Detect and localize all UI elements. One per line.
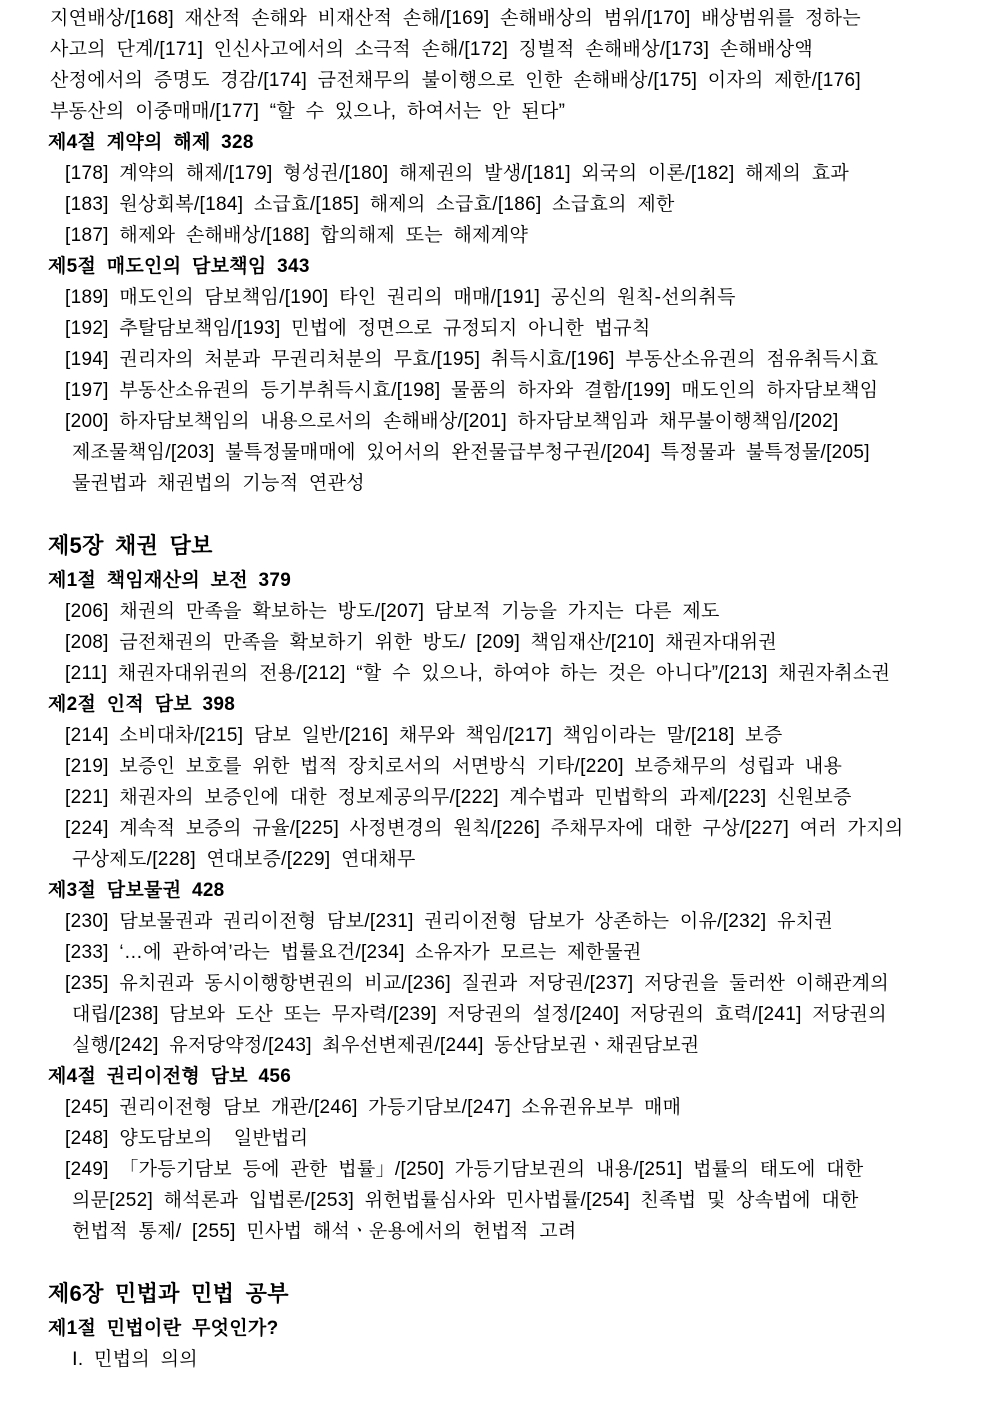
toc-line-wrap: 대립/[238] 담보와 도산 또는 무자력/[239] 저당권의 설정/[240] 저당권의 효력/[241] 저당권의	[72, 1004, 887, 1025]
toc-line-item: [245] 권리이전형 담보 개관/[246] 가등기담보/[247] 소유권유보부 매매	[65, 1097, 682, 1118]
toc-line-wrap: 구상제도/[228] 연대보증/[229] 연대채무	[72, 849, 416, 870]
toc-line-item: [211] 채권자대위권의 전용/[212] “할 수 있으나, 하여야 하는 것은 아니다”/[213] 채권자취소권	[65, 663, 891, 684]
toc-line-item: [235] 유치권과 동시이행항변권의 비교/[236] 질권과 저당권/[237] 저당권을 둘러싼 이해관계의	[65, 973, 889, 994]
toc-line-item: [183] 원상회복/[184] 소급효/[185] 해제의 소급효/[186] 소급효의 제한	[65, 194, 675, 215]
toc-line-item: [192] 추탈담보책임/[193] 민법에 정면으로 규정되지 아니한 법규칙	[65, 318, 651, 339]
toc-line-item: [189] 매도인의 담보책임/[190] 타인 권리의 매매/[191] 공신의 원칙-선의취득	[65, 287, 736, 308]
toc-line-section: 제1절 책임재산의 보전 379	[48, 570, 292, 591]
toc-line-wrap: 의문[252] 해석론과 입법론/[253] 위헌법률심사와 민사법률/[254] 친족법 및 상속법에 대한	[72, 1190, 859, 1211]
toc-line-chapter: 제5장 채권 담보	[48, 533, 213, 558]
toc-line-roman: Ⅰ. 민법의 의의	[72, 1349, 198, 1370]
toc-line-item: [178] 계약의 해제/[179] 형성권/[180] 해제권의 발생/[181] 외국의 이론/[182] 해제의 효과	[65, 163, 850, 184]
toc-line-item: [197] 부동산소유권의 등기부취득시효/[198] 물품의 하자와 결함/[199] 매도인의 하자담보책임	[65, 380, 879, 401]
toc-line-item: [208] 금전채권의 만족을 확보하기 위한 방도/ [209] 책임재산/[210] 채권자대위권	[65, 632, 778, 653]
toc-line-wrap: 물권법과 채권법의 기능적 연관성	[72, 473, 365, 494]
toc-line-section: 제5절 매도인의 담보책임 343	[48, 256, 310, 277]
toc-line-item: [233] ‘…에 관하여’라는 법률요건/[234] 소유자가 모르는 제한물권	[65, 942, 642, 963]
toc-line-item: [249] 「가등기담보 등에 관한 법률」/[250] 가등기담보권의 내용/[251] 법률의 태도에 대한	[65, 1159, 864, 1180]
table-of-contents	[48, 3, 952, 1375]
toc-line-wrap: 제조물책임/[203] 불특정물매매에 있어서의 완전물급부청구권/[204] 특정물과 불특정물/[205]	[72, 442, 870, 463]
toc-line-item: [221] 채권자의 보증인에 대한 정보제공의무/[222] 계수법과 민법학의 과제/[223] 신원보증	[65, 787, 852, 808]
toc-line-section: 제4절 계약의 해제 328	[48, 132, 254, 153]
toc-line-cont: 산정에서의 증명도 경감/[174] 금전채무의 불이행으로 인한 손해배상/[175] 이자의 제한/[176]	[50, 70, 861, 91]
toc-line-cont: 부동산의 이중매매/[177] “할 수 있으나, 하여서는 안 된다”	[50, 101, 566, 122]
toc-line-item: [224] 계속적 보증의 규율/[225] 사정변경의 원칙/[226] 주채무자에 대한 구상/[227] 여러 가지의	[65, 818, 904, 839]
toc-line-item: [214] 소비대차/[215] 담보 일반/[216] 채무와 책임/[217] 책임이라는 말/[218] 보증	[65, 725, 783, 746]
toc-line-cont: 지연배상/[168] 재산적 손해와 비재산적 손해/[169] 손해배상의 범위/[170] 배상범위를 정하는	[50, 8, 861, 29]
toc-line-chapter: 제6장 민법과 민법 공부	[48, 1281, 289, 1306]
toc-line-wrap: 실행/[242] 유저당약정/[243] 최우선변제권/[244] 동산담보권ㆍ채권담보권	[72, 1035, 700, 1056]
toc-line-cont: 사고의 단계/[171] 인신사고에서의 소극적 손해/[172] 징벌적 손해배상/[173] 손해배상액	[50, 39, 814, 60]
toc-line-section: 제2절 인적 담보 398	[48, 694, 236, 715]
toc-line-section: 제1절 민법이란 무엇인가?	[48, 1318, 279, 1339]
toc-line-wrap: 헌법적 통제/ [255] 민사법 해석ㆍ운용에서의 헌법적 고려	[72, 1221, 577, 1242]
toc-line-item: [248] 양도담보의 일반법리	[65, 1128, 309, 1149]
toc-line-item: [200] 하자담보책임의 내용으로서의 손해배상/[201] 하자담보책임과 채무불이행책임/[202]	[65, 411, 839, 432]
toc-line-item: [219] 보증인 보호를 위한 법적 장치로서의 서면방식 기타/[220] 보증채무의 성립과 내용	[65, 756, 843, 777]
toc-line-item: [187] 해제와 손해배상/[188] 합의해제 또는 해제계약	[65, 225, 529, 246]
toc-line-section: 제4절 권리이전형 담보 456	[48, 1066, 292, 1087]
toc-line-item: [194] 권리자의 처분과 무권리처분의 무효/[195] 취득시효/[196] 부동산소유권의 점유취득시효	[65, 349, 879, 370]
toc-line-item: [230] 담보물권과 권리이전형 담보/[231] 권리이전형 담보가 상존하는 이유/[232] 유치권	[65, 911, 834, 932]
toc-line-section: 제3절 담보물권 428	[48, 880, 225, 901]
toc-line-item: [206] 채권의 만족을 확보하는 방도/[207] 담보적 기능을 가지는 다른 제도	[65, 601, 720, 622]
